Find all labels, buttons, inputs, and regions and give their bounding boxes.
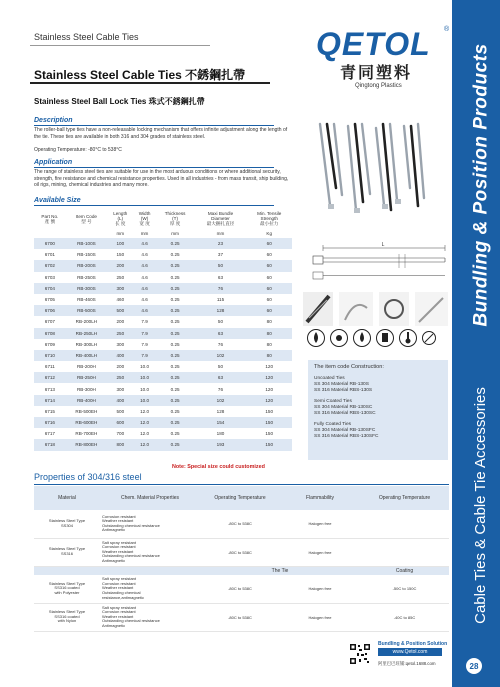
table-row (34, 538, 449, 566)
available-size-divider (34, 205, 274, 206)
footer-website[interactable]: www.Qetol.com (378, 648, 442, 656)
table-cell: 120 (246, 395, 292, 406)
operating-temp-cell: -80C to 538C (200, 603, 280, 631)
table-cell: 23 (195, 238, 247, 249)
table-cell: RB-200H (76, 364, 96, 370)
table-cell: 6700 (34, 238, 66, 249)
table-row (34, 510, 449, 538)
group-line: SS 316 Material RBS-130SC (314, 411, 376, 416)
table-cell: 37 (217, 252, 224, 258)
col-operating-temp: Operating Temperature (200, 486, 280, 510)
tie-dimension-drawing (305, 240, 450, 290)
table-cell: 0.25 (170, 341, 180, 347)
table-cell: 700 (116, 431, 125, 437)
table-cell: 150 (265, 408, 274, 414)
table-cell: 6703 (44, 274, 55, 280)
col-tensile-strength: Min. Tensile Strength 最小拉力 (257, 211, 282, 226)
table-row (34, 575, 449, 603)
table-cell: 500 (107, 305, 133, 316)
table-cell: 6713 (44, 386, 55, 392)
table-cell: 6708 (34, 328, 66, 339)
application-heading: Application (34, 159, 73, 166)
description-heading: Description (34, 117, 73, 124)
table-cell: 0.25 (170, 252, 180, 258)
table-cell: 0.25 (156, 395, 195, 406)
operating-temp-cell: -80C to 538C (200, 575, 280, 603)
property-line: Salt spray resistant (102, 539, 137, 545)
table-cell: 6715 (44, 408, 55, 414)
table-cell: 6717 (44, 431, 55, 437)
table-cell: 76 (217, 341, 224, 347)
property-line: Antimagnetic (102, 622, 126, 628)
logo-chinese: 青同塑料 (340, 65, 413, 82)
construction-title: The item code Construction: (314, 364, 384, 370)
unit-cell: Kg (266, 230, 273, 236)
material-line: SS316 (60, 551, 73, 556)
table-cell: 6707 (44, 319, 55, 325)
table-row (34, 361, 292, 372)
property-line: Antimagnetic (102, 527, 126, 533)
group-name: Fully Coated Ties (314, 422, 352, 427)
table-row (34, 372, 292, 383)
table-row (34, 406, 292, 417)
chem-properties-cell (100, 575, 200, 603)
table-cell: 12.0 (134, 417, 156, 428)
material-line: with Nylon (57, 618, 77, 624)
table-cell: 0.25 (170, 274, 180, 280)
table-cell: 460 (116, 297, 125, 303)
table-cell: 12.0 (140, 408, 150, 414)
table-cell: 100 (107, 238, 133, 249)
table-cell: 102 (195, 395, 247, 406)
table-cell: 102 (195, 350, 247, 361)
footer-slogan: Bundling & Position Solution (378, 641, 448, 647)
table-cell: 150 (265, 431, 274, 437)
material-cell (34, 510, 100, 538)
col-width: Width (W) 宽 度 (138, 211, 151, 226)
logo: QETOL (316, 26, 431, 62)
table-cell: 0.25 (170, 364, 180, 370)
material-cell (34, 575, 100, 603)
table-row (34, 316, 292, 327)
table-cell: 4.6 (141, 274, 148, 280)
table-cell: RB-400H (66, 395, 107, 406)
title-divider (30, 82, 270, 84)
section-title: Stainless Steel Cable Ties (34, 32, 139, 42)
properties-heading: Properties of 304/316 steel (34, 472, 142, 482)
col-material: Material (34, 486, 100, 510)
tie-application-photos (303, 292, 448, 326)
table-cell: 60 (246, 305, 292, 316)
property-line: Weather resistant (102, 613, 134, 619)
chem-properties-cell (100, 603, 200, 631)
table-cell: 0.25 (170, 408, 180, 414)
table-cell: RB-200LH (75, 319, 98, 325)
table-cell: 0.25 (156, 328, 195, 339)
table-cell: 12.0 (140, 431, 150, 437)
table-cell: 115 (216, 297, 225, 303)
property-line: Corrosion resistant (102, 513, 136, 519)
table-cell: 0.25 (156, 439, 195, 450)
operating-temp-cell: -80C to 538C (200, 510, 280, 538)
table-cell: 193 (195, 439, 247, 450)
table-cell: RB-800EH (66, 439, 107, 450)
flammability-cell: Halogen free (280, 510, 360, 538)
table-cell: 6716 (34, 417, 66, 428)
unit-cell: mm (140, 230, 149, 236)
table-cell: 250 (107, 372, 133, 383)
table-cell: 150 (246, 439, 292, 450)
table-cell: 6711 (44, 364, 55, 370)
property-line: Weather resistant (102, 585, 134, 591)
table-row (34, 428, 292, 439)
table-cell: 4.6 (141, 297, 148, 303)
group-line: SS 304 Material RB-130SFC (314, 428, 376, 433)
col-flammability: Flammability (280, 486, 360, 510)
unit-cell: mm (216, 230, 225, 236)
table-cell: 0.25 (156, 350, 195, 361)
table-row (34, 294, 292, 305)
custom-size-note: Note: Special size could customized (172, 464, 265, 470)
table-row (34, 238, 292, 249)
table-row (34, 283, 292, 294)
unit-cell: mm (171, 230, 179, 236)
group-name: Semi Coated Ties (314, 399, 352, 404)
application-divider (34, 167, 274, 168)
table-cell: 4.6 (141, 252, 148, 258)
table-cell: 300 (116, 341, 125, 347)
item-code-construction (308, 360, 448, 460)
chemical-resistant-icon (377, 330, 394, 347)
flame-resistant-icon (308, 330, 325, 347)
table-cell: RB-300S (66, 283, 107, 294)
table-cell: RB-200S (66, 260, 107, 271)
table-cell: 250 (116, 274, 125, 280)
table-cell: 12.0 (134, 439, 156, 450)
property-line: resistance,antimagnetic (102, 594, 145, 600)
available-size-heading: Available Size (34, 197, 81, 204)
coating-temp-cell: -40C to 85C (360, 603, 449, 631)
table-cell: 6712 (34, 372, 66, 383)
table-cell: 0.25 (170, 386, 180, 392)
table-cell: 300 (107, 283, 133, 294)
unit-cell (66, 228, 107, 238)
table-cell: 60 (266, 297, 272, 303)
property-line: Salt spray resistant (102, 576, 137, 582)
table-cell: 60 (266, 274, 272, 280)
table-cell: RB-300H (76, 386, 96, 392)
temperature-icon (400, 330, 417, 347)
property-line: Corrosion resistant (102, 580, 136, 586)
table-cell: RB-460S (77, 297, 96, 303)
table-cell: 300 (116, 386, 125, 392)
table-cell: RB-250LH (66, 328, 107, 339)
table-cell: 60 (266, 252, 272, 258)
table-cell: 63 (195, 372, 247, 383)
table-cell: 600 (107, 417, 133, 428)
table-cell: 200 (107, 260, 133, 271)
unit-cell (34, 228, 66, 238)
table-cell: 63 (195, 328, 247, 339)
table-cell: 0.25 (170, 319, 180, 325)
group-name: Uncoated Ties (314, 376, 345, 381)
table-cell: 7.9 (134, 350, 156, 361)
table-cell: 80 (266, 319, 272, 325)
table-cell: 6702 (34, 260, 66, 271)
table-cell: 50 (217, 319, 224, 325)
operating-temp-cell: -80C to 538C (200, 538, 280, 566)
tie-coating-subheader (34, 566, 449, 575)
properties-header (34, 486, 449, 510)
table-row (34, 260, 292, 271)
table-row (34, 305, 292, 316)
coating-temp-cell: -50C to 150C (360, 575, 449, 603)
table-cell: 4.6 (134, 238, 156, 249)
table-cell: 4.6 (134, 260, 156, 271)
material-line: Stainless Steel Type (48, 580, 86, 586)
subheader-coating: Coating (360, 566, 449, 575)
table-cell: 120 (265, 364, 274, 370)
table-cell: 6705 (44, 297, 55, 303)
table-cell: 10.0 (140, 364, 150, 370)
table-cell: 128 (216, 408, 225, 414)
table-cell: 80 (246, 328, 292, 339)
material-line: Stainless Steel Type (48, 546, 86, 552)
table-cell: 800 (107, 439, 133, 450)
chem-properties-cell (100, 538, 200, 566)
table-cell: 0.25 (156, 238, 195, 249)
table-cell: 50 (217, 364, 224, 370)
table-cell: RB-400LH (66, 350, 107, 361)
col-part-no: Part No. 產 號 (41, 213, 59, 224)
table-cell: 400 (107, 395, 133, 406)
chem-properties-cell (100, 510, 200, 538)
table-cell: 10.0 (140, 386, 150, 392)
table-cell: 6710 (34, 350, 66, 361)
page-number: 28 (466, 658, 482, 674)
construction-group (314, 376, 442, 394)
table-cell: 60 (246, 260, 292, 271)
table-cell: 0.25 (170, 431, 180, 437)
application-text: The range of stainless steel ties are suitable for use in the most arduous conditions or where additional security, strength, fire resistance and chemical resistance properties. Used in all industries - from mass transit, ship building, oil rigs, mining, chemical industries and many more. (34, 169, 289, 189)
cable-ties-photo (300, 110, 450, 220)
table-cell: 120 (265, 386, 274, 392)
property-line: Corrosion resistant (102, 544, 136, 550)
table-cell: 6709 (44, 341, 55, 347)
qr-code (349, 643, 371, 665)
group-line: SS 316 Material RBS-130S (314, 388, 373, 393)
col-max-bundle: Maxi Bundle Diameter 最大捆扎直径 (206, 211, 235, 226)
construction-group (314, 422, 442, 440)
table-cell: 128 (195, 305, 247, 316)
property-icons (306, 328, 436, 348)
subheader-tie: The Tie (200, 566, 360, 575)
side-category-top: Bundling & Position Products (471, 43, 492, 327)
table-row (34, 272, 292, 283)
property-line: Outstanding chemical (102, 590, 141, 596)
property-line: Corrosion resistant (102, 609, 136, 615)
table-cell: 60 (246, 238, 292, 249)
table-cell: RB-250H (66, 372, 107, 383)
table-cell: 4.6 (134, 283, 156, 294)
uv-resistant-icon (331, 330, 348, 347)
footer-alibaba: 阿里巴巴旺铺:qetol.1688.com (378, 661, 436, 666)
properties-table (34, 486, 449, 632)
col-coating-temp: Operating Temperature (360, 486, 449, 510)
col-length: Length (L) 长 度 (113, 211, 128, 226)
group-line: SS 304 Material RB-130SC (314, 405, 373, 410)
table-cell: 0.25 (156, 372, 195, 383)
table-cell: 0.25 (156, 260, 195, 271)
properties-divider (34, 484, 449, 485)
material-cell (34, 603, 100, 631)
divider (30, 45, 210, 46)
product-subtitle: Stainless Steel Ball Lock Ties 珠式不銹鋼扎帶 (34, 97, 205, 106)
table-cell: 6701 (44, 252, 55, 258)
col-chem-properties: Chem. Material Properties (100, 486, 200, 510)
property-line: Weather resistant (102, 548, 134, 554)
unit-cell: mm (116, 230, 125, 236)
flammability-cell: Halogen free (280, 603, 360, 631)
table-cell: 0.25 (156, 283, 195, 294)
table-cell: RB-700EH (75, 431, 98, 437)
table-row (34, 249, 292, 260)
description-text: The roller-ball type ties have a non-releasable locking mechanism that offers infinite adjustment along the length of the tie. These ties are available in both 316 and 304 grades of stainless steel. (34, 127, 288, 140)
coating-temp-cell (360, 510, 449, 538)
flammability-cell: Halogen free (280, 538, 360, 566)
table-cell: 6706 (34, 305, 66, 316)
table-cell: 500 (116, 408, 125, 414)
table-cell: 6714 (34, 395, 66, 406)
coating-temp-cell (360, 538, 449, 566)
table-cell: RB-150S (77, 252, 96, 258)
table-row (34, 350, 292, 361)
table-cell: 120 (246, 372, 292, 383)
table-cell: 80 (246, 350, 292, 361)
property-line: Outstanding chemical resistance (102, 553, 160, 559)
table-row (34, 339, 292, 350)
table-cell: RB-100S (66, 238, 107, 249)
table-cell: 200 (116, 364, 125, 370)
table-cell: 7.9 (141, 319, 148, 325)
construction-group (314, 399, 442, 417)
size-table-header (34, 210, 292, 228)
table-row (34, 383, 292, 394)
table-cell: 50 (195, 260, 247, 271)
flammability-cell: Halogen free (280, 575, 360, 603)
property-line: Outstanding chemical resistance (102, 618, 160, 624)
material-line: Stainless Steel Type (48, 609, 86, 615)
registered-mark: ® (444, 26, 450, 33)
material-line: Stainless Steel Type (48, 518, 86, 524)
property-line: Outstanding chemical resistance (102, 522, 160, 528)
size-table (34, 210, 292, 451)
group-line: SS 304 Material RB-130S (314, 382, 369, 387)
table-cell: RB-500EH (75, 408, 98, 414)
description-divider (34, 125, 274, 126)
table-cell: 76 (195, 283, 247, 294)
subheader-blank (34, 566, 200, 575)
table-cell: 150 (246, 417, 292, 428)
units-row (34, 228, 292, 238)
material-line: SS304 (60, 522, 73, 528)
table-cell: 6718 (34, 439, 66, 450)
table-cell: 76 (217, 386, 224, 392)
table-cell: 150 (116, 252, 125, 258)
table-cell: 0.25 (156, 417, 195, 428)
logo-english: Qingtong Plastics (355, 83, 402, 89)
operating-temperature-text: Operating Temperature: -80°C to 538°C (34, 147, 122, 153)
table-cell: 4.6 (134, 305, 156, 316)
table-row (34, 439, 292, 450)
table-cell: 10.0 (134, 395, 156, 406)
material-cell (34, 538, 100, 566)
material-line: SS316 coated (54, 613, 80, 619)
table-cell: RB-250S (77, 274, 96, 280)
halogen-free-icon (423, 332, 436, 345)
side-category-bottom: Cable Ties & Cable Tie Accessories (471, 386, 489, 624)
page-title: Stainless Steel Cable Ties 不銹鋼扎帶 (34, 68, 246, 82)
length-label: L (381, 242, 385, 248)
table-cell: 60 (246, 283, 292, 294)
table-cell: 80 (266, 341, 272, 347)
table-row (34, 603, 449, 631)
table-cell: 7.9 (141, 341, 148, 347)
table-cell: 180 (216, 431, 225, 437)
col-item-code: Item Code 型 号 (75, 213, 97, 224)
table-cell: RB-500S (66, 305, 107, 316)
table-cell: 200 (116, 319, 125, 325)
property-line: Weather resistant (102, 518, 134, 524)
table-cell: 400 (107, 350, 133, 361)
material-line: with Polyester (54, 590, 80, 596)
table-row (34, 328, 292, 339)
table-row (34, 395, 292, 406)
property-line: Salt spray resistant (102, 604, 137, 610)
table-cell: RB-600EH (66, 417, 107, 428)
property-line: Antimagnetic (102, 557, 126, 563)
table-cell: RB-300LH (75, 341, 98, 347)
table-row (34, 417, 292, 428)
table-cell: 250 (107, 328, 133, 339)
table-cell: 10.0 (134, 372, 156, 383)
material-line: SS316 coated (54, 585, 80, 591)
group-line: SS 316 Material RBS-130SFC (314, 434, 379, 439)
table-cell: 63 (217, 274, 224, 280)
salt-spray-icon (354, 330, 371, 347)
col-thickness: Thickness (T) 厚 度 (164, 211, 186, 226)
table-cell: 0.25 (156, 305, 195, 316)
table-cell: 7.9 (134, 328, 156, 339)
table-cell: 154 (195, 417, 247, 428)
table-cell: 0.25 (170, 297, 180, 303)
table-cell: 6704 (34, 283, 66, 294)
